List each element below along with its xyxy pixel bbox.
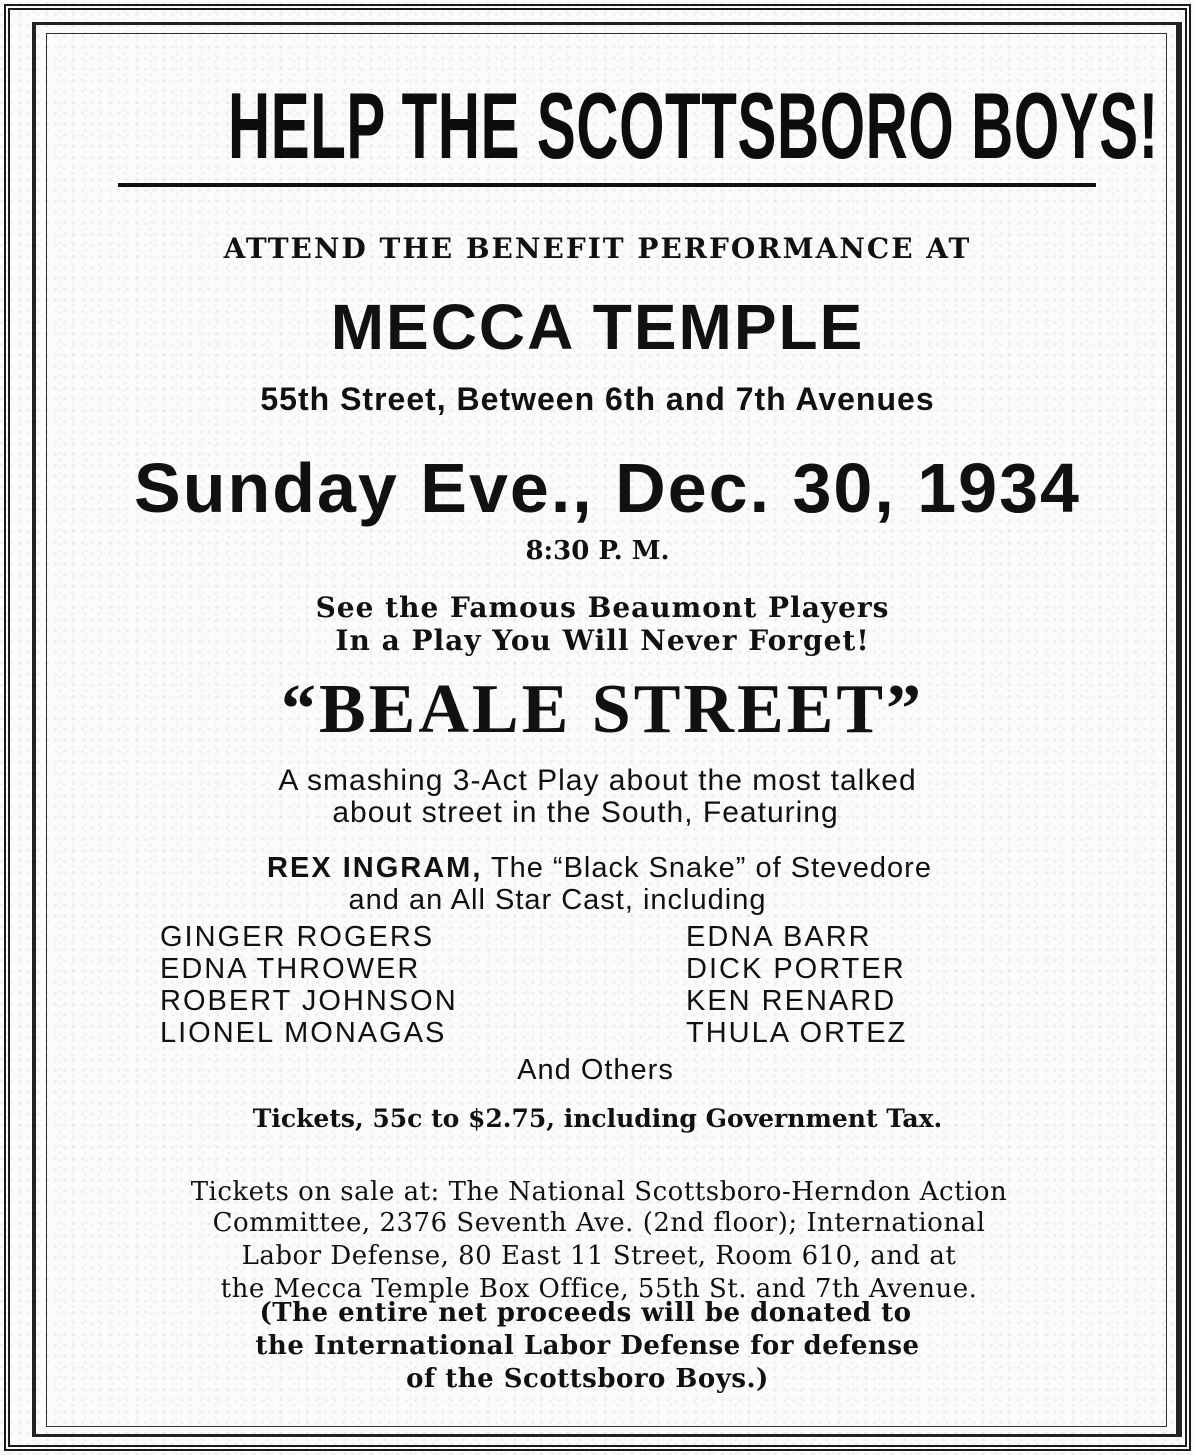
- venue-name: MECCA TEMPLE: [330, 291, 865, 363]
- cast-list-right: [686, 921, 907, 1049]
- cast-member: DICK PORTER: [686, 953, 906, 985]
- cast-member: THULA ORTEZ: [686, 1017, 908, 1049]
- cast-intro-line: and an All Star Cast, including: [348, 884, 767, 916]
- tagline-line: In a Play You Will Never Forget!: [335, 624, 870, 657]
- event-time: 8:30 P. M.: [525, 536, 670, 566]
- play-title: “BEALE STREET”: [280, 671, 925, 748]
- featured-star-name: REX INGRAM,: [267, 852, 483, 884]
- cast-member: EDNA BARR: [686, 921, 872, 953]
- attend-line: ATTEND THE BENEFIT PERFORMANCE AT: [223, 232, 972, 265]
- ticket-sale-line: the Mecca Temple Box Office, 55th St. and 7th Avenue.: [220, 1274, 978, 1304]
- venue-address: 55th Street, Between 6th and 7th Avenues: [260, 381, 935, 417]
- headline: HELP THE SCOTTSBORO BOYS!: [228, 73, 1159, 178]
- and-others: And Others: [517, 1054, 674, 1086]
- description-line: about street in the South, Featuring: [332, 796, 839, 829]
- featured-star-line: [2, 852, 1195, 885]
- description-line: A smashing 3-Act Play about the most talked: [278, 764, 917, 797]
- ticket-sale-line: Tickets on sale at: The National Scottsboro-Herndon Action: [190, 1177, 1008, 1207]
- cast-member: EDNA THROWER: [160, 953, 421, 985]
- ticket-price: Tickets, 55c to $2.75, including Government Tax.: [252, 1104, 943, 1133]
- event-date: Sunday Eve., Dec. 30, 1934: [134, 449, 1081, 527]
- featured-star-note: The “Black Snake” of Stevedore: [482, 852, 932, 884]
- headline-rule: [118, 183, 1096, 187]
- cast-member: ROBERT JOHNSON: [160, 985, 458, 1017]
- cast-member: KEN RENARD: [686, 985, 897, 1017]
- ticket-sale-line: Labor Defense, 80 East 11 Street, Room 610, and at: [241, 1241, 957, 1271]
- tagline-line: See the Famous Beaumont Players: [315, 591, 890, 624]
- cast-list-left: [160, 921, 458, 1049]
- ticket-sale-line: Committee, 2376 Seventh Ave. (2nd floor); International: [212, 1208, 986, 1238]
- proceeds-note: of the Scottsboro Boys.): [406, 1364, 769, 1394]
- proceeds-note: (The entire net proceeds will be donated to: [259, 1298, 912, 1328]
- cast-member: GINGER ROGERS: [160, 921, 435, 953]
- proceeds-note: the International Labor Defense for defense: [255, 1331, 920, 1361]
- cast-member: LIONEL MONAGAS: [160, 1017, 447, 1049]
